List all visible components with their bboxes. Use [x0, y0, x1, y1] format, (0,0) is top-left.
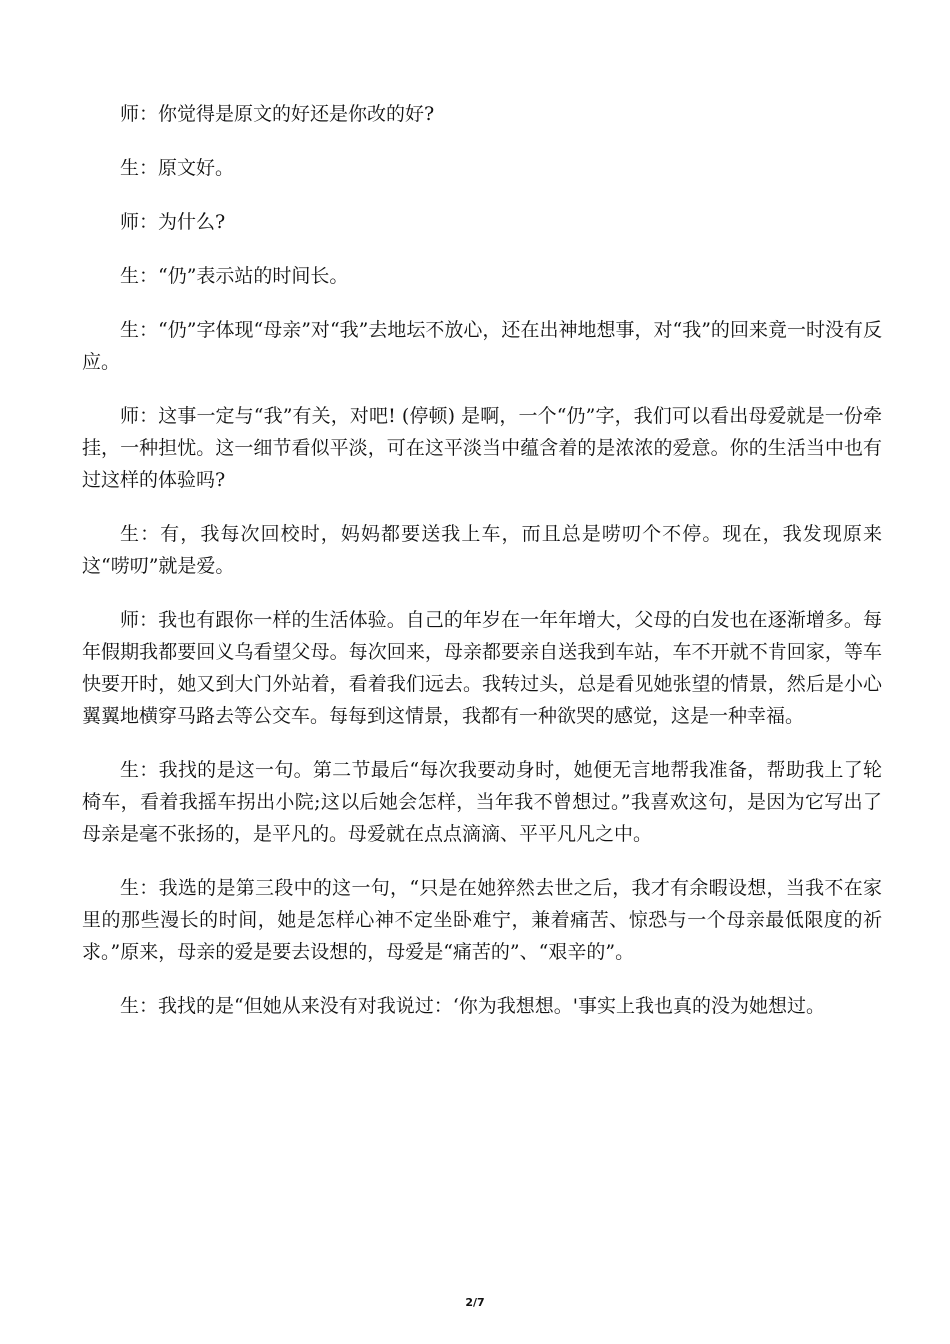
dialogue-paragraph: 师：为什么?	[120, 211, 226, 233]
dialogue-paragraph: 师：我也有跟你一样的生活体验。自己的年岁在一年年增大，父母的白发也在逐渐增多。每年假期我都要回义乌看望父母。每次回来，母亲都要亲自送我到车站，车不开就不肯回家，等车快要开时，她又到大门外站着，看着我们远去。我转过头，总是看见她张望的情景，然后是小心翼翼地横穿马路去等公交车。每每到这情景，我都有一种欲哭的感觉，这是一种幸福。	[82, 609, 882, 727]
dialogue-paragraph: 生：“仍”字体现“母亲”对“我”去地坛不放心，还在出神地想事，对“我”的回来竟一时没有反应。	[82, 319, 882, 373]
dialogue-paragraph: 生：我找的是“但她从来没有对我说过：‘你为我想想。'事实上我也真的没为她想过。	[120, 995, 825, 1017]
dialogue-paragraph: 师：这事一定与“我”有关，对吧! (停顿) 是啊，一个“仍”字，我们可以看出母爱就是一份牵挂，一种担忧。这一细节看似平淡，可在这平淡当中蕴含着的是浓浓的爱意。你的生活当中也有过这样的体验吗?	[82, 405, 882, 491]
page-number: 2/7	[465, 1296, 485, 1309]
document-body	[82, 98, 882, 1044]
dialogue-paragraph: 师：你觉得是原文的好还是你改的好?	[120, 103, 435, 125]
dialogue-paragraph: 生：有，我每次回校时，妈妈都要送我上车，而且总是唠叨个不停。现在，我发现原来这“唠叨”就是爱。	[82, 523, 882, 577]
dialogue-paragraph: 生：“仍”表示站的时间长。	[120, 265, 349, 287]
dialogue-paragraph: 生：我找的是这一句。第二节最后“每次我要动身时，她便无言地帮我准备，帮助我上了轮椅车，看着我摇车拐出小院;这以后她会怎样，当年我不曾想过。”我喜欢这句，是因为它写出了母亲是毫不张扬的，是平凡的。母爱就在点点滴滴、平平凡凡之中。	[82, 759, 882, 845]
dialogue-paragraph: 生：原文好。	[120, 157, 235, 179]
dialogue-paragraph: 生：我选的是第三段中的这一句，“只是在她猝然去世之后，我才有余暇设想，当我不在家里的那些漫长的时间，她是怎样心神不定坐卧难宁，兼着痛苦、惊恐与一个母亲最低限度的祈求。”原来，母亲的爱是要去设想的，母爱是“痛苦的”、“艰辛的”。	[82, 877, 882, 963]
